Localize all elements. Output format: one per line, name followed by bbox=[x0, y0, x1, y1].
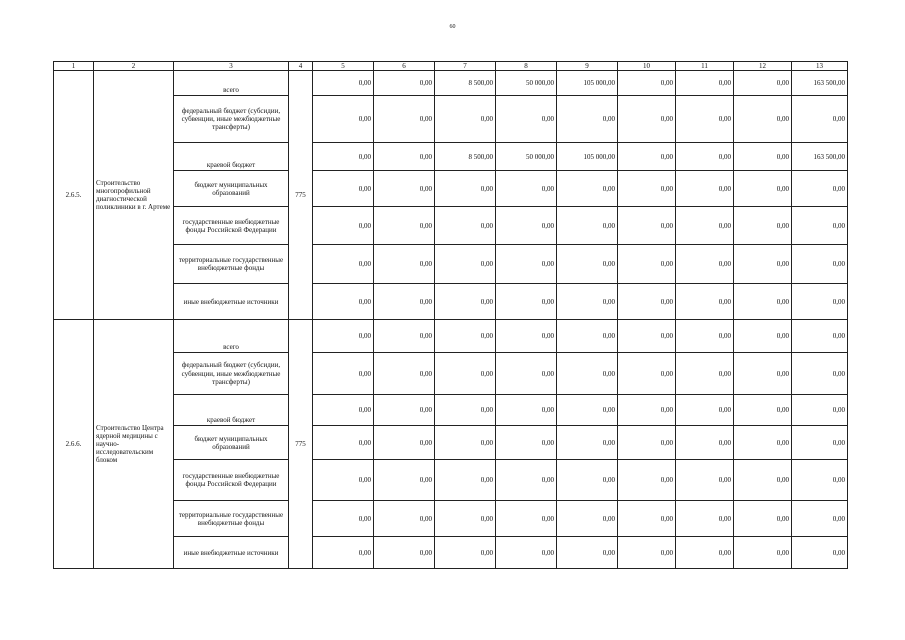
amount-cell: 0,00 bbox=[374, 460, 435, 501]
amount-cell: 0,00 bbox=[374, 501, 435, 537]
table-row bbox=[54, 96, 848, 143]
amount-cell: 0,00 bbox=[374, 245, 435, 284]
amount-cell: 0,00 bbox=[313, 426, 374, 460]
column-header: 9 bbox=[557, 62, 618, 71]
table-row bbox=[54, 143, 848, 171]
amount-cell: 0,00 bbox=[313, 353, 374, 395]
amount-cell: 0,00 bbox=[618, 426, 676, 460]
amount-cell: 0,00 bbox=[374, 71, 435, 96]
amount-cell: 0,00 bbox=[435, 320, 496, 353]
amount-cell: 0,00 bbox=[734, 501, 792, 537]
funding-source: федеральный бюджет (субсидии, субвенции, иные межбюджетные трансферты) bbox=[174, 96, 289, 143]
amount-cell: 0,00 bbox=[734, 537, 792, 569]
table-row bbox=[54, 395, 848, 426]
amount-cell: 0,00 bbox=[313, 245, 374, 284]
page-number: 60 bbox=[449, 24, 456, 30]
amount-cell: 0,00 bbox=[557, 460, 618, 501]
amount-cell: 0,00 bbox=[676, 395, 734, 426]
table-row bbox=[54, 207, 848, 245]
amount-cell: 0,00 bbox=[618, 245, 676, 284]
amount-cell: 0,00 bbox=[734, 460, 792, 501]
amount-cell: 0,00 bbox=[676, 320, 734, 353]
table-row bbox=[54, 460, 848, 501]
column-header: 13 bbox=[792, 62, 848, 71]
amount-cell: 0,00 bbox=[618, 71, 676, 96]
amount-cell: 0,00 bbox=[734, 395, 792, 426]
amount-cell: 0,00 bbox=[734, 353, 792, 395]
amount-cell: 0,00 bbox=[313, 320, 374, 353]
item-code: 2.6.6. bbox=[54, 320, 94, 569]
amount-cell: 0,00 bbox=[792, 395, 848, 426]
amount-cell: 0,00 bbox=[496, 207, 557, 245]
amount-cell: 0,00 bbox=[313, 96, 374, 143]
amount-cell: 0,00 bbox=[496, 395, 557, 426]
amount-cell: 0,00 bbox=[557, 426, 618, 460]
amount-cell: 0,00 bbox=[496, 501, 557, 537]
amount-cell: 0,00 bbox=[792, 460, 848, 501]
amount-cell: 0,00 bbox=[313, 71, 374, 96]
amount-cell: 0,00 bbox=[557, 207, 618, 245]
column-header: 3 bbox=[174, 62, 289, 71]
column-header: 10 bbox=[618, 62, 676, 71]
amount-cell: 0,00 bbox=[496, 284, 557, 320]
amount-cell: 0,00 bbox=[374, 171, 435, 207]
item-name: Строительство Центра ядерной медицины с научно-исследовательским блоком bbox=[94, 320, 174, 569]
amount-cell: 0,00 bbox=[496, 171, 557, 207]
item-name: Строительство многопрофильной диагностической поликлиники в г. Артеме bbox=[94, 71, 174, 320]
amount-cell: 0,00 bbox=[792, 353, 848, 395]
amount-cell: 0,00 bbox=[435, 284, 496, 320]
table-row bbox=[54, 71, 848, 96]
amount-cell: 0,00 bbox=[374, 284, 435, 320]
amount-cell: 0,00 bbox=[313, 537, 374, 569]
funding-source: краевой бюджет bbox=[174, 143, 289, 171]
column-header: 12 bbox=[734, 62, 792, 71]
amount-cell: 0,00 bbox=[676, 171, 734, 207]
amount-cell: 8 500,00 bbox=[435, 143, 496, 171]
table-row bbox=[54, 320, 848, 353]
amount-cell: 0,00 bbox=[618, 537, 676, 569]
column-4-value: 775 bbox=[289, 320, 313, 569]
amount-cell: 0,00 bbox=[557, 96, 618, 143]
amount-cell: 0,00 bbox=[618, 501, 676, 537]
funding-source: территориальные государственные внебюджетные фонды bbox=[174, 501, 289, 537]
amount-cell: 0,00 bbox=[734, 171, 792, 207]
amount-cell: 0,00 bbox=[557, 501, 618, 537]
amount-cell: 0,00 bbox=[374, 537, 435, 569]
amount-cell: 0,00 bbox=[792, 245, 848, 284]
amount-cell: 0,00 bbox=[557, 245, 618, 284]
amount-cell: 0,00 bbox=[313, 143, 374, 171]
amount-cell: 0,00 bbox=[676, 96, 734, 143]
amount-cell: 105 000,00 bbox=[557, 143, 618, 171]
amount-cell: 0,00 bbox=[435, 245, 496, 284]
budget-table bbox=[53, 61, 848, 569]
amount-cell: 0,00 bbox=[313, 207, 374, 245]
table-body bbox=[54, 71, 848, 569]
amount-cell: 0,00 bbox=[734, 96, 792, 143]
funding-source: всего bbox=[174, 71, 289, 96]
amount-cell: 0,00 bbox=[618, 207, 676, 245]
amount-cell: 0,00 bbox=[374, 96, 435, 143]
amount-cell: 0,00 bbox=[792, 171, 848, 207]
amount-cell: 0,00 bbox=[618, 171, 676, 207]
amount-cell: 0,00 bbox=[374, 395, 435, 426]
amount-cell: 0,00 bbox=[676, 501, 734, 537]
funding-source: государственные внебюджетные фонды Российской Федерации bbox=[174, 207, 289, 245]
amount-cell: 0,00 bbox=[496, 537, 557, 569]
amount-cell: 0,00 bbox=[618, 143, 676, 171]
amount-cell: 0,00 bbox=[496, 460, 557, 501]
amount-cell: 0,00 bbox=[734, 245, 792, 284]
amount-cell: 0,00 bbox=[557, 353, 618, 395]
amount-cell: 0,00 bbox=[792, 501, 848, 537]
amount-cell: 0,00 bbox=[313, 501, 374, 537]
funding-source: территориальные государственные внебюджетные фонды bbox=[174, 245, 289, 284]
table-row bbox=[54, 171, 848, 207]
amount-cell: 0,00 bbox=[676, 460, 734, 501]
funding-source: государственные внебюджетные фонды Российской Федерации bbox=[174, 460, 289, 501]
table-row bbox=[54, 353, 848, 395]
amount-cell: 0,00 bbox=[676, 207, 734, 245]
column-header: 7 bbox=[435, 62, 496, 71]
header-row bbox=[54, 62, 848, 71]
amount-cell: 0,00 bbox=[557, 537, 618, 569]
amount-cell: 50 000,00 bbox=[496, 143, 557, 171]
amount-cell: 0,00 bbox=[618, 460, 676, 501]
amount-cell: 0,00 bbox=[792, 284, 848, 320]
funding-source: иные внебюджетные источники bbox=[174, 537, 289, 569]
amount-cell: 0,00 bbox=[496, 245, 557, 284]
amount-cell: 0,00 bbox=[734, 320, 792, 353]
amount-cell: 0,00 bbox=[676, 426, 734, 460]
amount-cell: 0,00 bbox=[313, 460, 374, 501]
amount-cell: 0,00 bbox=[435, 171, 496, 207]
amount-cell: 0,00 bbox=[313, 284, 374, 320]
amount-cell: 0,00 bbox=[496, 426, 557, 460]
item-code: 2.6.5. bbox=[54, 71, 94, 320]
amount-cell: 0,00 bbox=[435, 96, 496, 143]
amount-cell: 0,00 bbox=[313, 395, 374, 426]
amount-cell: 0,00 bbox=[618, 320, 676, 353]
amount-cell: 0,00 bbox=[676, 353, 734, 395]
amount-cell: 0,00 bbox=[734, 284, 792, 320]
amount-cell: 0,00 bbox=[734, 207, 792, 245]
column-header: 11 bbox=[676, 62, 734, 71]
amount-cell: 0,00 bbox=[676, 245, 734, 284]
funding-source: иные внебюджетные источники bbox=[174, 284, 289, 320]
amount-cell: 0,00 bbox=[557, 171, 618, 207]
amount-cell: 163 500,00 bbox=[792, 143, 848, 171]
amount-cell: 0,00 bbox=[676, 143, 734, 171]
amount-cell: 0,00 bbox=[557, 320, 618, 353]
amount-cell: 0,00 bbox=[374, 207, 435, 245]
amount-cell: 0,00 bbox=[792, 96, 848, 143]
amount-cell: 0,00 bbox=[676, 537, 734, 569]
amount-cell: 0,00 bbox=[618, 395, 676, 426]
amount-cell: 8 500,00 bbox=[435, 71, 496, 96]
amount-cell: 0,00 bbox=[792, 207, 848, 245]
amount-cell: 0,00 bbox=[435, 395, 496, 426]
amount-cell: 0,00 bbox=[374, 426, 435, 460]
column-header: 5 bbox=[313, 62, 374, 71]
amount-cell: 0,00 bbox=[618, 353, 676, 395]
amount-cell: 105 000,00 bbox=[557, 71, 618, 96]
amount-cell: 0,00 bbox=[792, 537, 848, 569]
amount-cell: 0,00 bbox=[676, 71, 734, 96]
amount-cell: 0,00 bbox=[676, 284, 734, 320]
amount-cell: 0,00 bbox=[374, 353, 435, 395]
table-row bbox=[54, 245, 848, 284]
amount-cell: 0,00 bbox=[435, 353, 496, 395]
table-row bbox=[54, 426, 848, 460]
amount-cell: 0,00 bbox=[374, 320, 435, 353]
amount-cell: 0,00 bbox=[734, 426, 792, 460]
amount-cell: 0,00 bbox=[792, 320, 848, 353]
table-row bbox=[54, 501, 848, 537]
column-header: 2 bbox=[94, 62, 174, 71]
amount-cell: 0,00 bbox=[734, 71, 792, 96]
amount-cell: 0,00 bbox=[792, 426, 848, 460]
amount-cell: 0,00 bbox=[435, 207, 496, 245]
funding-source: бюджет муниципальных образований bbox=[174, 426, 289, 460]
amount-cell: 0,00 bbox=[618, 284, 676, 320]
table-row bbox=[54, 284, 848, 320]
table-row bbox=[54, 537, 848, 569]
amount-cell: 0,00 bbox=[557, 395, 618, 426]
funding-source: краевой бюджет bbox=[174, 395, 289, 426]
column-header: 6 bbox=[374, 62, 435, 71]
column-header: 8 bbox=[496, 62, 557, 71]
amount-cell: 50 000,00 bbox=[496, 71, 557, 96]
amount-cell: 163 500,00 bbox=[792, 71, 848, 96]
amount-cell: 0,00 bbox=[734, 143, 792, 171]
amount-cell: 0,00 bbox=[313, 171, 374, 207]
amount-cell: 0,00 bbox=[618, 96, 676, 143]
amount-cell: 0,00 bbox=[435, 426, 496, 460]
column-4-value: 775 bbox=[289, 71, 313, 320]
funding-source: федеральный бюджет (субсидии, субвенции, иные межбюджетные трансферты) bbox=[174, 353, 289, 395]
funding-source: бюджет муниципальных образований bbox=[174, 171, 289, 207]
amount-cell: 0,00 bbox=[435, 501, 496, 537]
amount-cell: 0,00 bbox=[557, 284, 618, 320]
amount-cell: 0,00 bbox=[496, 320, 557, 353]
amount-cell: 0,00 bbox=[435, 460, 496, 501]
amount-cell: 0,00 bbox=[496, 96, 557, 143]
amount-cell: 0,00 bbox=[435, 537, 496, 569]
column-header: 1 bbox=[54, 62, 94, 71]
amount-cell: 0,00 bbox=[374, 143, 435, 171]
column-header: 4 bbox=[289, 62, 313, 71]
amount-cell: 0,00 bbox=[496, 353, 557, 395]
funding-source: всего bbox=[174, 320, 289, 353]
